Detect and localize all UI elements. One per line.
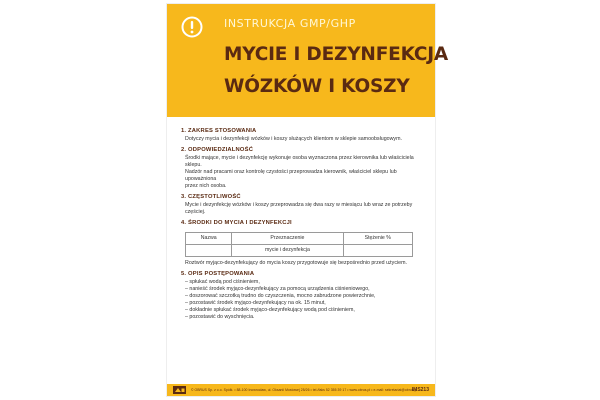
alert-circle-icon [181,16,203,38]
section-heading-responsibility: 2. ODPOWIEDZIALNOŚĆ [181,147,254,153]
section-heading-scope: 1. ZAKRES STOSOWANIA [181,128,257,134]
section-text-responsibility [185,155,421,190]
section-heading-agents: 4. ŚRODKI DO MYCIA I DEZYNFEKCJI [181,220,292,226]
section-text-frequency [185,202,421,216]
list-item: – pozostawić do wyschnięcia. [185,314,255,320]
text-line: Roztwór myjąco-dezynfekujący do mycia koszy przygotowuje się bezpośrednio przed użyciem. [185,260,407,266]
column-header-concentration: Stężenie % [343,233,413,245]
title-line-1: MYCIE I DEZYNFEKCJA [224,44,449,65]
title-line-2: WÓZKÓW I KOSZY [224,76,410,97]
column-header-purpose: Przeznaczenie [232,233,343,245]
section-heading-frequency: 3. CZĘSTOTLIWOŚĆ [181,194,241,200]
text-line: Nadzór nad pracami oraz kontrolę czystości przeprowadza kierownik, właściciel sklepu lub upoważniona [185,169,397,182]
column-header-name: Nazwa [186,233,232,245]
header-banner [167,4,449,117]
procedure-steps [185,279,421,321]
list-item: – pozostawić środek myjąco-dezynfekujący na ok. 15 minut, [185,300,326,306]
text-line: Mycie i dezynfekcję wózków i koszy przeprowadza się dwa razy w miesiącu lub wraz ze potrzeby częściej. [185,202,413,215]
cell-purpose: mycie i dezynfekcja [232,245,343,257]
footer-bar [167,384,435,396]
table-header-row [186,233,413,245]
section-heading-procedure: 5. OPIS POSTĘPOWANIA [181,271,255,277]
table-row [186,245,413,257]
text-line: Środki mające, mycie i dezynfekcję wykonuje osoba wyznaczona przez kierownika lub właściciela sklepu. [185,155,414,168]
footer-contact-text: © OBRUS Sp. z o.o. Spółk. • 88-100 Inowrocław, ul. Oksanii Mostowej 25/26 • tel./faks 52 355 39 17 • www.obrus.pl • e-mail: sekretariat@obrus.pl [191,387,418,392]
text-line: przez nich osoba. [185,183,227,189]
section-text-scope [185,136,421,143]
company-logo [173,386,186,394]
list-item: – dokładnie spłukać środek myjąco-dezynfekujący wodą pod ciśnieniem, [185,307,355,313]
section-note-agents [185,260,421,267]
list-item: – nanieść środek myjąco-dezynfekujący za pomocą urządzenia ciśnieniowego, [185,286,370,292]
instruction-body [181,128,421,321]
agents-table [185,232,413,257]
cell-concentration [343,245,413,257]
document-code: IMS213 [411,387,429,393]
list-item: – spłukać wodą pod ciśnieniem, [185,279,260,285]
instruction-sheet [167,4,449,396]
document-kicker: INSTRUKCJA GMP/GHP [224,17,356,30]
text-line: Dotyczy mycia i dezynfekcji wózków i koszy służących klientom w sklepie samoobsługowym. [185,136,402,142]
list-item: – doszorować szczotką trudno do czyszczenia, mocno zabrudzone powierzchnie, [185,293,376,299]
cell-name [186,245,232,257]
